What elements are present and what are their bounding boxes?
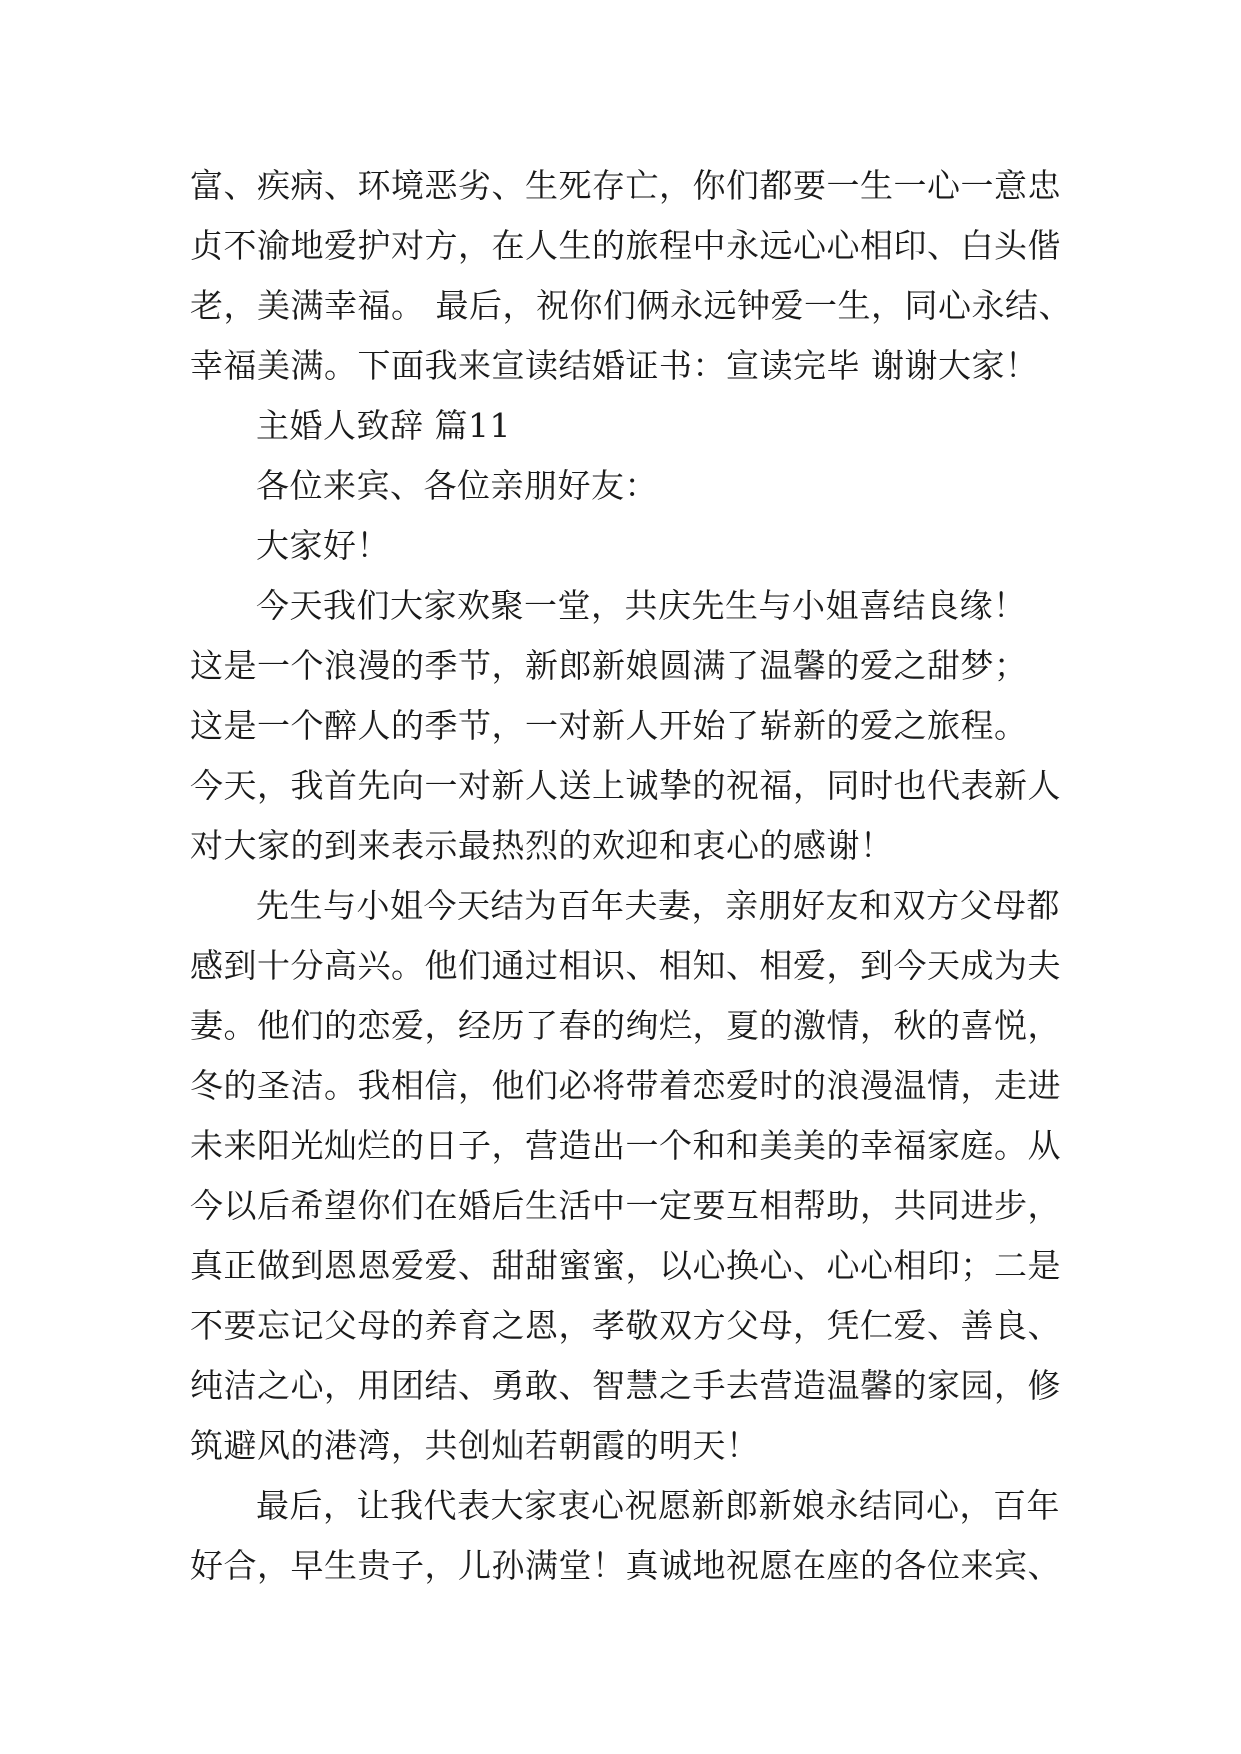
text-line: 妻。他们的恋爱，经历了春的绚烂，夏的激情，秋的喜悦， xyxy=(190,1006,1061,1045)
text-line: 老，美满幸福。 最后，祝你们俩永远钟爱一生，同心永结、 xyxy=(190,286,1072,325)
text-line: 贞不渝地爱护对方，在人生的旅程中永远心心相印、白头偕 xyxy=(190,226,1061,265)
text-line: 真正做到恩恩爱爱、甜甜蜜蜜，以心换心、心心相印；二是 xyxy=(190,1246,1061,1285)
text-line: 未来阳光灿烂的日子，营造出一个和和美美的幸福家庭。从 xyxy=(190,1126,1061,1165)
paragraph-start: 今天我们大家欢聚一堂，共庆先生与小姐喜结良缘！ xyxy=(256,586,1027,625)
text-line: 纯洁之心，用团结、勇敢、智慧之手去营造温馨的家园，修 xyxy=(190,1366,1061,1405)
text-line: 对大家的到来表示最热烈的欢迎和衷心的感谢！ xyxy=(190,826,894,865)
text-line: 这是一个浪漫的季节，新郎新娘圆满了温馨的爱之甜梦； xyxy=(190,646,1028,685)
text-line: 好合，早生贵子，儿孙满堂！真诚地祝愿在座的各位来宾、 xyxy=(190,1546,1061,1585)
text-line: 富、疾病、环境恶劣、生死存亡，你们都要一生一心一意忠 xyxy=(190,166,1061,205)
greeting-line: 大家好！ xyxy=(256,526,390,565)
text-line: 感到十分高兴。他们通过相识、相知、相爱，到今天成为夫 xyxy=(190,946,1061,985)
paragraph-start: 先生与小姐今天结为百年夫妻，亲朋好友和双方父母都 xyxy=(256,886,1060,925)
text-line: 这是一个醉人的季节，一对新人开始了崭新的爱之旅程。 xyxy=(190,706,1028,745)
greeting-line: 各位来宾、各位亲朋好友： xyxy=(256,466,658,505)
text-line: 幸福美满。下面我来宣读结婚证书：宣读完毕 谢谢大家！ xyxy=(190,346,1039,385)
text-line: 今以后希望你们在婚后生活中一定要互相帮助，共同进步， xyxy=(190,1186,1061,1225)
paragraph-start: 最后，让我代表大家衷心祝愿新郎新娘永结同心，百年 xyxy=(256,1486,1060,1525)
text-line: 冬的圣洁。我相信，他们必将带着恋爱时的浪漫温情，走进 xyxy=(190,1066,1061,1105)
text-line: 今天，我首先向一对新人送上诚挚的祝福，同时也代表新人 xyxy=(190,766,1061,805)
text-line: 筑避风的港湾，共创灿若朝霞的明天！ xyxy=(190,1426,760,1465)
text-line: 不要忘记父母的养育之恩，孝敬双方父母，凭仁爱、善良、 xyxy=(190,1306,1061,1345)
section-heading: 主婚人致辞 篇11 xyxy=(256,406,511,445)
